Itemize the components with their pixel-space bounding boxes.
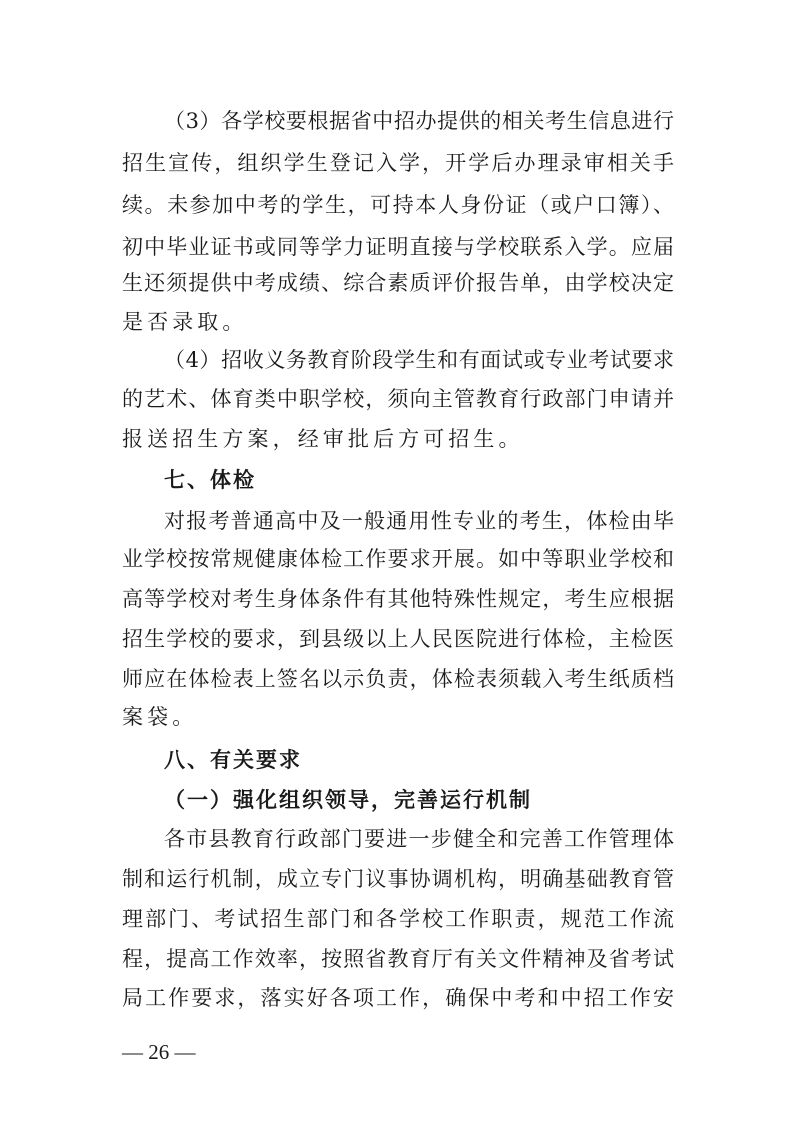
paragraph-line: （3）各学校要根据省中招办提供的相关考生信息进行 bbox=[164, 109, 674, 133]
section-heading: 八、有关要求 bbox=[164, 748, 302, 772]
paragraph-line: 招生学校的要求，到县级以上人民医院进行体检，主检医 bbox=[122, 627, 674, 651]
paragraph-line: 程，提高工作效率，按照省教育厅有关文件精神及省考试 bbox=[122, 947, 674, 971]
paragraph-line: 案袋。 bbox=[122, 705, 198, 729]
paragraph-line: 生还须提供中考成绩、综合素质评价报告单，由学校决定 bbox=[122, 271, 674, 295]
paragraph-line: 招生宣传，组织学生登记入学，开学后办理录审相关手 bbox=[122, 151, 674, 175]
paragraph-line: 师应在体检表上签名以示负责，体检表须载入考生纸质档 bbox=[122, 667, 674, 691]
paragraph-line: 理部门、考试招生部门和各学校工作职责，规范工作流 bbox=[122, 907, 674, 931]
paragraph-line: （4）招收义务教育阶段学生和有面试或专业考试要求 bbox=[164, 348, 674, 372]
paragraph-line: 业学校按常规健康体检工作要求开展。如中等职业学校和 bbox=[122, 547, 674, 571]
paragraph-line: 初中毕业证书或同等学力证明直接与学校联系入学。应届 bbox=[122, 235, 674, 259]
section-heading: 七、体检 bbox=[164, 468, 256, 492]
paragraph-line: 是否录取。 bbox=[122, 310, 248, 334]
subsection-heading: （一）强化组织领导，完善运行机制 bbox=[164, 787, 532, 812]
paragraph-line: 制和运行机制，成立专门议事协调机构，明确基础教育管 bbox=[122, 867, 674, 891]
paragraph-line: 报送招生方案，经审批后方可招生。 bbox=[122, 427, 524, 451]
page-number: — 26 — bbox=[122, 1040, 196, 1064]
paragraph-line: 局工作要求，落实好各项工作，确保中考和中招工作安 bbox=[122, 986, 674, 1010]
paragraph-line: 的艺术、体育类中职学校，须向主管教育行政部门申请并 bbox=[122, 387, 674, 411]
paragraph-line: 各市县教育行政部门要进一步健全和完善工作管理体 bbox=[164, 827, 674, 851]
paragraph-line: 高等学校对考生身体条件有其他特殊性规定，考生应根据 bbox=[122, 587, 674, 611]
paragraph-line: 对报考普通高中及一般通用性专业的考生，体检由毕 bbox=[164, 509, 674, 533]
paragraph-line: 续。未参加中考的学生，可持本人身份证（或户口簿）、 bbox=[122, 193, 674, 217]
